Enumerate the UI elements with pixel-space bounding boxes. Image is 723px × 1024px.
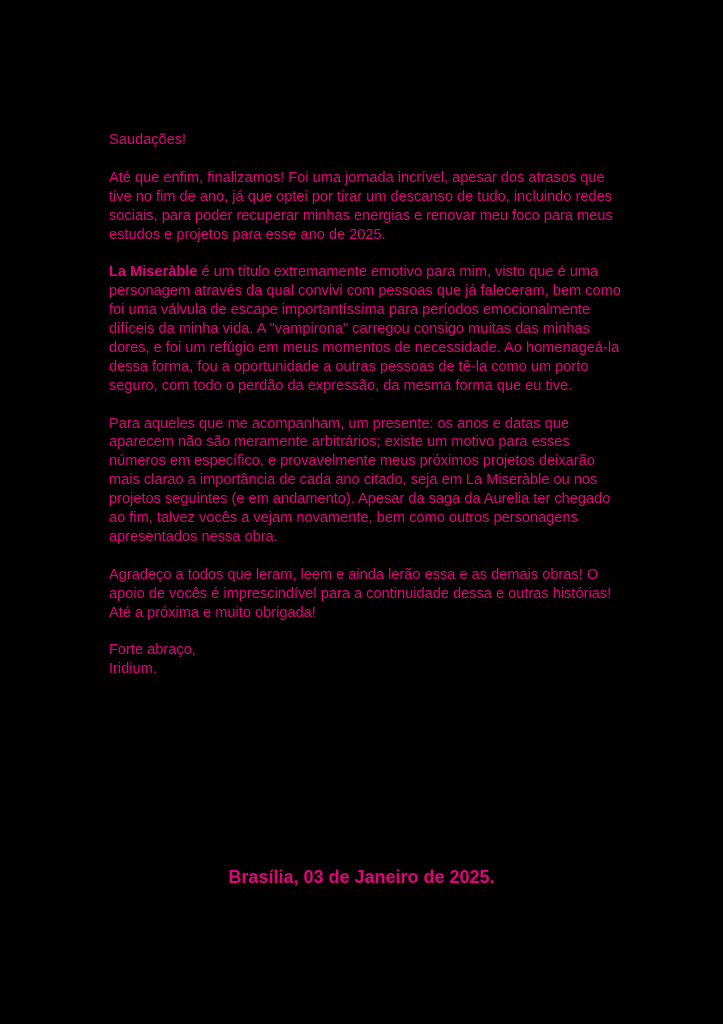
signature: Iridium. (109, 661, 157, 678)
paragraph-title-reflection (109, 263, 624, 395)
paragraph-title-reflection-text: é um título extremamente emotivo para mim, visto que é uma personagem através da qual convivi com pessoas que já faleceram, bem como foi uma válvula de escape importantíssima para períodos emocionalmente difíceis da minha vida. A "vampirona" carregou consigo muitas das minhas dores, e foi um refúgio em meus momentos de necessidade. Ao homenageá-la dessa forma, fou a oportunidade a outras pessoas de tê-la como um porto seguro, com todo o perdão da expressão, da mesma forma que eu tive. (109, 264, 621, 394)
greeting: Saudações! (109, 132, 187, 148)
closing: Forte abraço, (109, 642, 196, 659)
paragraph-gift: Para aqueles que me acompanham, um presente: os anos e datas que aparecem não são meramente arbitrários; existe um motivo para esses números em específico, e provavelmente meus próximos projetos deixarão mais clarao a importância de cada ano citado, seja em La Miseràble ou nos projetos seguintes (e em andamento). Apesar da saga da Aurelia ter chegado ao fim, talvez vocês a vejam novamente, bem como outros personagens apresentados nessa obra. (109, 415, 611, 545)
paragraph-intro: Até que enfim, finalizamos! Foi uma jornada incrível, apesar dos atrasos que tive no fim de ano, já que optei por tirar um descanso de tudo, incluindo redes sociais, para poder recuperar minhas energias e renovar meu foco para meus estudos e projetos para esse ano de 2025. (109, 169, 613, 243)
book-title: La Miseràble (109, 264, 198, 281)
dateline: Brasília, 03 de Janeiro de 2025. (228, 867, 495, 887)
paragraph-thanks: Agradeço a todos que leram, leem e ainda lerão essa e as demais obras! O apoio de vocês é imprescindível para a continuidade dessa e outras histórias! Até a próxima e muito obrigada! (109, 566, 612, 621)
letter-body (109, 131, 624, 679)
